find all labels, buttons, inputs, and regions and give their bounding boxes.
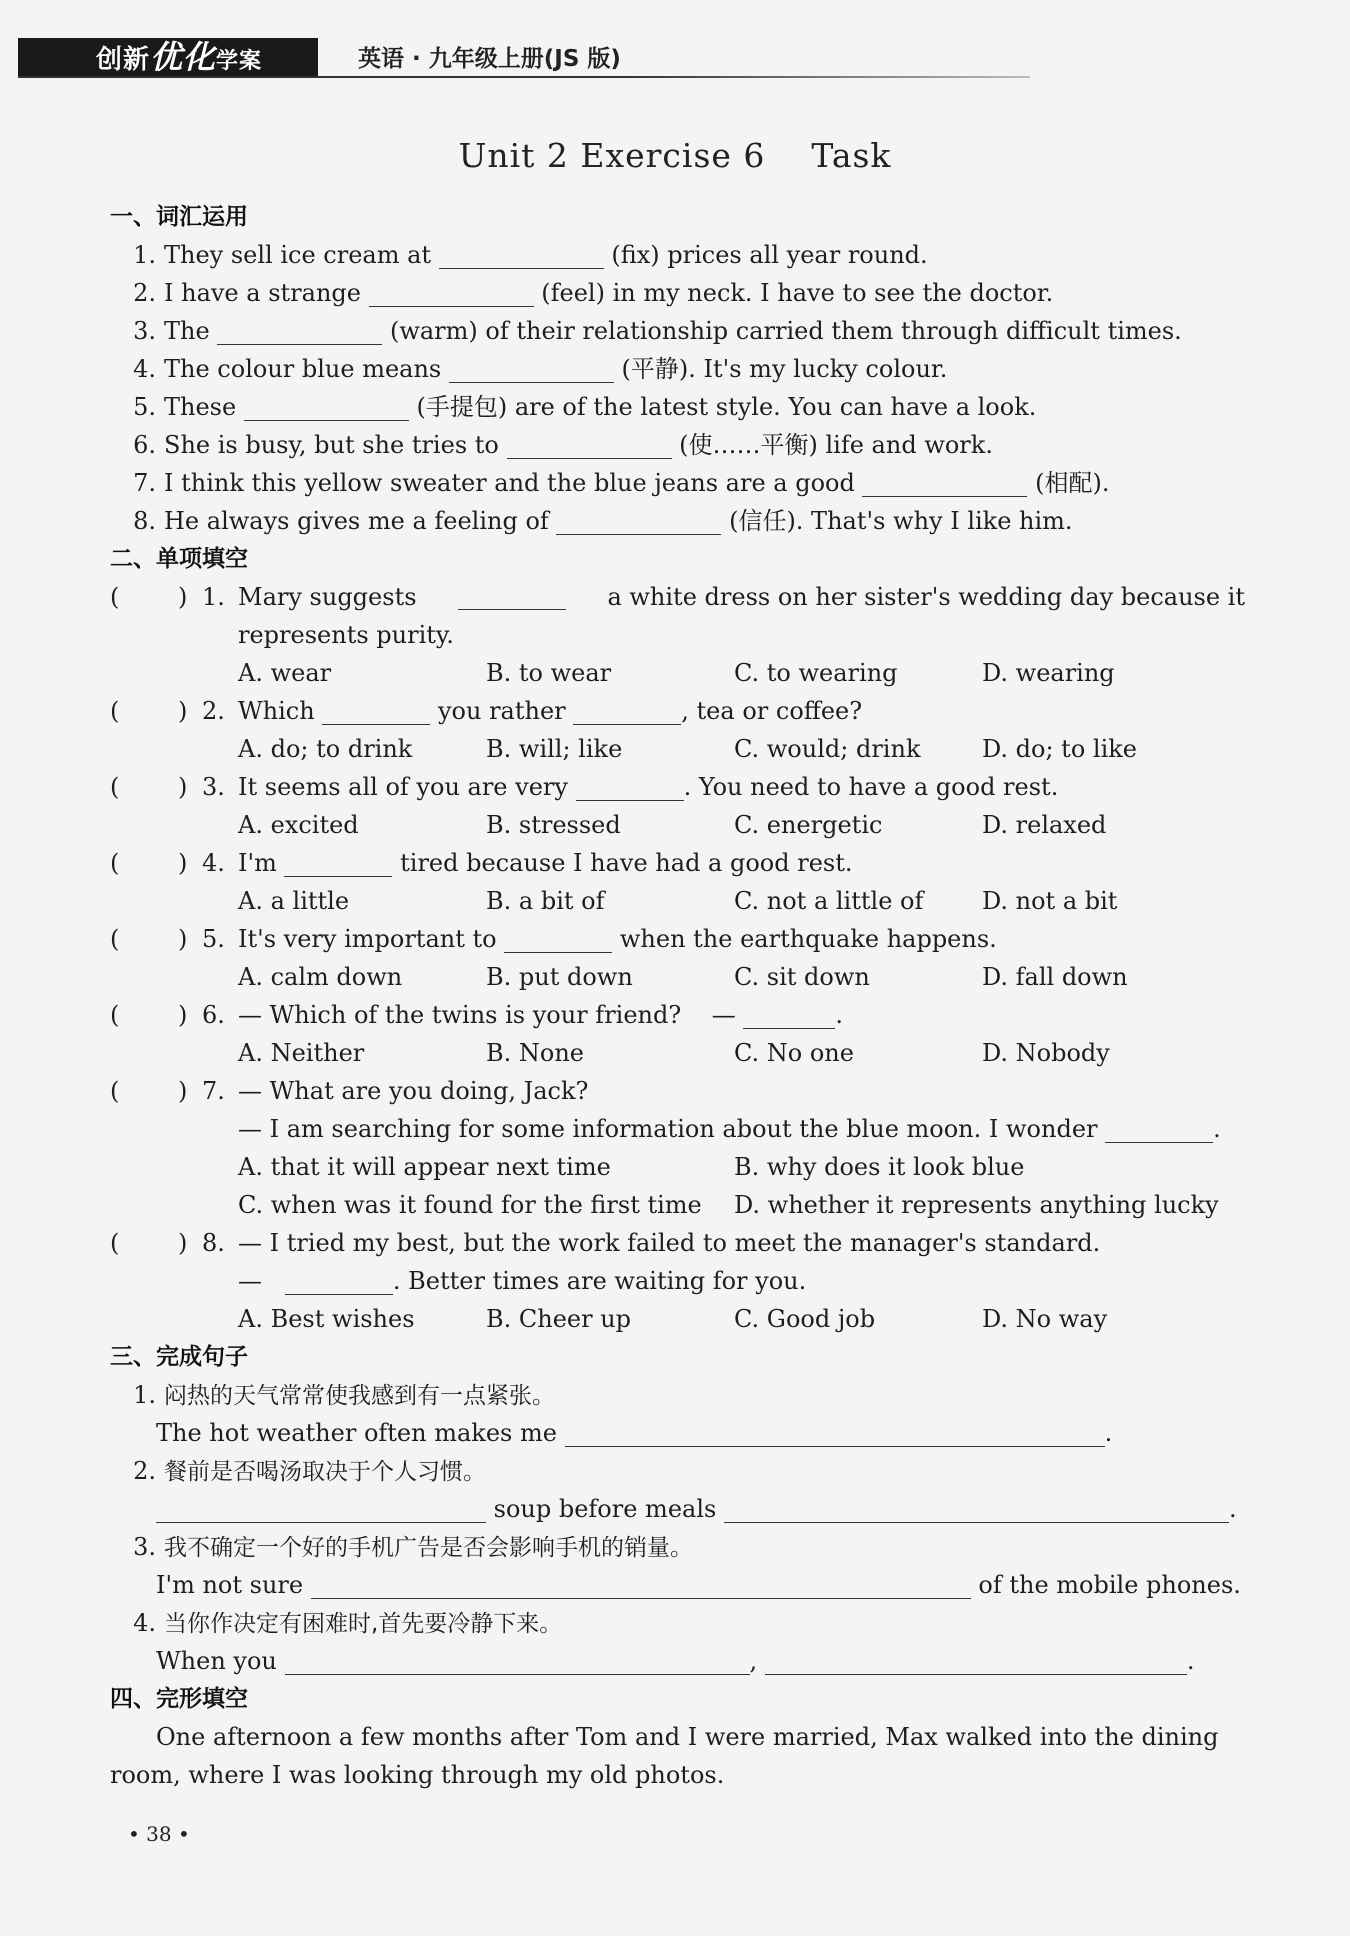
mc-question: ( ) 6. — Which of the twins is your friend? — . (110, 996, 1245, 1034)
option-d[interactable]: D. fall down (982, 963, 1128, 991)
exercise-content: 一、词汇运用 1. They sell ice cream at (fix) prices all year round. 2. I have a strange (feel) in my neck. I have to see the doctor. 3. The (warm) of their relationship carried them through difficult times. 4. The colour blue means (平静). It's my lucky colour. 5. These (手提包) are of the latest style. You can have a look. 6. She is busy, but she tries to (使……平衡) life and work. 7. I think this yellow sweater and the blue jeans are a good (相配). 8. He always gives me a feeling of (信任). That's why I like him. 二、单项填空 ( ) 1. Mary suggests a white dress on her sister's wedding day because it represents purity. A. wear B. to wear C. to wearing D. wearing ( ) 2. Which you rather , tea or coffee? A. do; to drink B. will; like C. would; drink D. do; to like ( ) 3. It seems all of you are very . You need to have a good rest. A. excited B. stressed C. energetic D. relaxed ( ) 4. I'm tired because I have had a good rest. A. a little B. a bit of C. not a little of D. not a bit ( ) 5. It's very important to when the earthquake happens. A. calm down B. put down C. sit down D. fall down ( ) 6. — Which of the twins is your friend? — . A. Neither B. None C. No one D. Nobody ( ) 7. — What are you doing, Jack? — I am searching for some information about the blue moon. I wonder . A. that it will appear next time B. why does it look blue C. when was it found for the first time D. whether it represents anything lucky ( ) 8. — I tried my best, but the work failed to meet the manager's standard. — . Better times are waiting for you. A. Best wishes B. Cheer up C. Good job D. No way 三、完成句子 1. 闷热的天气常常使我感到有一点紧张。 The hot weather often makes me . 2. 餐前是否喝汤取决于个人习惯。 soup before meals . 3. 我不确定一个好的手机广告是否会影响手机的销量。 I'm not sure of the mobile phones. 4. 当你作决定有困难时,首先要冷静下来。 When you , . 四、完形填空 One afternoon a few months after Tom and I were married, Max walked into the dining room, where I was looking through my old photos. (110, 198, 1245, 1794)
sentence-prompt: 4. 当你作决定有困难时,首先要冷静下来。 (133, 1609, 563, 1637)
answer-blank[interactable] (565, 1422, 1105, 1447)
option-c[interactable]: C. to wearing (734, 659, 898, 687)
vocab-item: 7. I think this yellow sweater and the blue jeans are a good (相配). (133, 469, 1110, 497)
cloze-paragraph-line: One afternoon a few months after Tom and I were married, Max walked into the dining (156, 1723, 1219, 1751)
mc-options (110, 730, 1245, 768)
answer-blank[interactable] (439, 244, 604, 269)
option-d[interactable]: D. do; to like (982, 735, 1137, 763)
answer-blank[interactable] (573, 700, 681, 725)
answer-blank[interactable] (284, 852, 392, 877)
answer-blank[interactable] (449, 358, 614, 383)
series-banner (18, 38, 318, 76)
mc-question: ( ) 4. I'm tired because I have had a good rest. (110, 844, 1245, 882)
mc-options (110, 882, 1245, 920)
section-heading-complete-sentences: 三、完成句子 (110, 1344, 248, 1370)
series-big: 优化 (150, 38, 217, 76)
answer-blank[interactable] (765, 1650, 1187, 1675)
mc-options (110, 958, 1245, 996)
answer-blank[interactable] (244, 396, 409, 421)
series-suffix: 学案 (216, 49, 263, 74)
mc-options (110, 1186, 1245, 1224)
option-b[interactable]: B. a bit of (486, 887, 605, 915)
vocab-item: 6. She is busy, but she tries to (使……平衡) life and work. (133, 431, 993, 459)
answer-blank[interactable] (156, 1498, 486, 1523)
option-d[interactable]: D. No way (982, 1305, 1108, 1333)
answer-blank[interactable] (507, 434, 672, 459)
option-b[interactable]: B. stressed (486, 811, 621, 839)
sentence-prompt: 2. 餐前是否喝汤取决于个人习惯。 (133, 1457, 486, 1485)
answer-paren[interactable]: ( (110, 583, 120, 611)
answer-paren[interactable]: ( (110, 1001, 120, 1029)
sentence-answer: When you , . (156, 1647, 1195, 1675)
vocab-item: 3. The (warm) of their relationship carried them through difficult times. (133, 317, 1182, 345)
option-d[interactable]: D. wearing (982, 659, 1115, 687)
answer-blank[interactable] (322, 700, 430, 725)
answer-blank[interactable] (724, 1498, 1229, 1523)
option-b[interactable]: B. why does it look blue (734, 1153, 1025, 1181)
mc-question: ( ) 1. Mary suggests a white dress on her sister's wedding day because it (110, 578, 1245, 616)
option-d[interactable]: D. whether it represents anything lucky (734, 1191, 1219, 1219)
option-a[interactable]: A. wear (238, 659, 332, 687)
option-a[interactable]: A. Best wishes (238, 1305, 415, 1333)
answer-blank[interactable] (743, 1004, 835, 1029)
answer-blank[interactable] (311, 1574, 971, 1599)
mc-options (110, 1300, 1245, 1338)
mc-question: ( ) 7. — What are you doing, Jack? (110, 1072, 1245, 1110)
option-c[interactable]: C. No one (734, 1039, 854, 1067)
answer-paren[interactable]: ( (110, 849, 120, 877)
mc-question: ( ) 3. It seems all of you are very . You need to have a good rest. (110, 768, 1245, 806)
page-title: Unit 2 Exercise 6 Task (458, 136, 892, 175)
option-c[interactable]: C. Good job (734, 1305, 876, 1333)
option-b[interactable]: B. to wear (486, 659, 612, 687)
page-number: • 38 • (128, 1822, 190, 1846)
answer-blank[interactable] (369, 282, 534, 307)
option-b[interactable]: B. Cheer up (486, 1305, 632, 1333)
option-b[interactable]: B. None (486, 1039, 585, 1067)
answer-paren[interactable]: ( (110, 773, 120, 801)
series-prefix: 创新 (96, 45, 151, 75)
option-d[interactable]: D. not a bit (982, 887, 1118, 915)
mc-options (110, 1034, 1245, 1072)
mc-question: ( ) 8. — I tried my best, but the work failed to meet the manager's standard. (110, 1224, 1245, 1262)
mc-question: ( ) 2. Which you rather , tea or coffee? (110, 692, 1245, 730)
option-d[interactable]: D. Nobody (982, 1039, 1110, 1067)
mc-options (110, 806, 1245, 844)
answer-paren[interactable]: ( (110, 1077, 120, 1105)
option-c[interactable]: C. sit down (734, 963, 870, 991)
answer-blank[interactable] (556, 510, 721, 535)
answer-paren[interactable]: ( (110, 925, 120, 953)
option-d[interactable]: D. relaxed (982, 811, 1107, 839)
answer-blank[interactable] (1105, 1118, 1213, 1143)
mc-question: ( ) 5. It's very important to when the earthquake happens. (110, 920, 1245, 958)
mc-options (110, 1148, 1245, 1186)
mc-options (110, 654, 1245, 692)
answer-blank[interactable] (217, 320, 382, 345)
vocab-item: 2. I have a strange (feel) in my neck. I have to see the doctor. (133, 279, 1054, 307)
vocab-item: 5. These (手提包) are of the latest style. You can have a look. (133, 393, 1037, 421)
vocab-item: 8. He always gives me a feeling of (信任). That's why I like him. (133, 507, 1073, 535)
section-heading-vocabulary: 一、词汇运用 (110, 204, 248, 230)
answer-blank[interactable] (458, 585, 566, 610)
answer-blank[interactable] (576, 776, 684, 801)
cloze-paragraph-line: room, where I was looking through my old photos. (110, 1761, 725, 1789)
answer-paren[interactable]: ( (110, 697, 120, 725)
sentence-prompt: 3. 我不确定一个好的手机广告是否会影响手机的销量。 (133, 1533, 693, 1561)
sentence-prompt: 1. 闷热的天气常常使我感到有一点紧张。 (133, 1381, 555, 1409)
section-heading-multiple-choice: 二、单项填空 (110, 546, 248, 572)
sentence-answer: The hot weather often makes me . (156, 1419, 1113, 1447)
vocab-item: 1. They sell ice cream at (fix) prices all year round. (133, 241, 928, 269)
answer-blank[interactable] (285, 1650, 750, 1675)
option-b[interactable]: B. put down (486, 963, 633, 991)
section-heading-cloze: 四、完形填空 (110, 1686, 248, 1712)
answer-blank[interactable] (285, 1270, 393, 1295)
option-a[interactable]: A. do; to drink (238, 735, 413, 763)
option-a[interactable]: A. Neither (238, 1039, 365, 1067)
option-a[interactable]: A. excited (238, 811, 359, 839)
option-c[interactable]: C. not a little of (734, 887, 924, 915)
option-b[interactable]: B. will; like (486, 735, 623, 763)
sentence-answer: I'm not sure of the mobile phones. (156, 1571, 1241, 1599)
option-a[interactable]: A. a little (238, 887, 350, 915)
vocab-item: 4. The colour blue means (平静). It's my lucky colour. (133, 355, 948, 383)
answer-blank[interactable] (504, 928, 612, 953)
answer-blank[interactable] (862, 472, 1027, 497)
header-divider (18, 76, 1030, 78)
option-c[interactable]: C. when was it found for the first time (238, 1191, 702, 1219)
answer-paren[interactable]: ( (110, 1229, 120, 1257)
subject-label: 英语 · 九年级上册(JS 版) (358, 46, 621, 72)
sentence-answer: soup before meals . (110, 1490, 1245, 1528)
option-a[interactable]: A. calm down (238, 963, 403, 991)
option-c[interactable]: C. energetic (734, 811, 883, 839)
option-a[interactable]: A. that it will appear next time (238, 1153, 611, 1181)
option-c[interactable]: C. would; drink (734, 735, 921, 763)
